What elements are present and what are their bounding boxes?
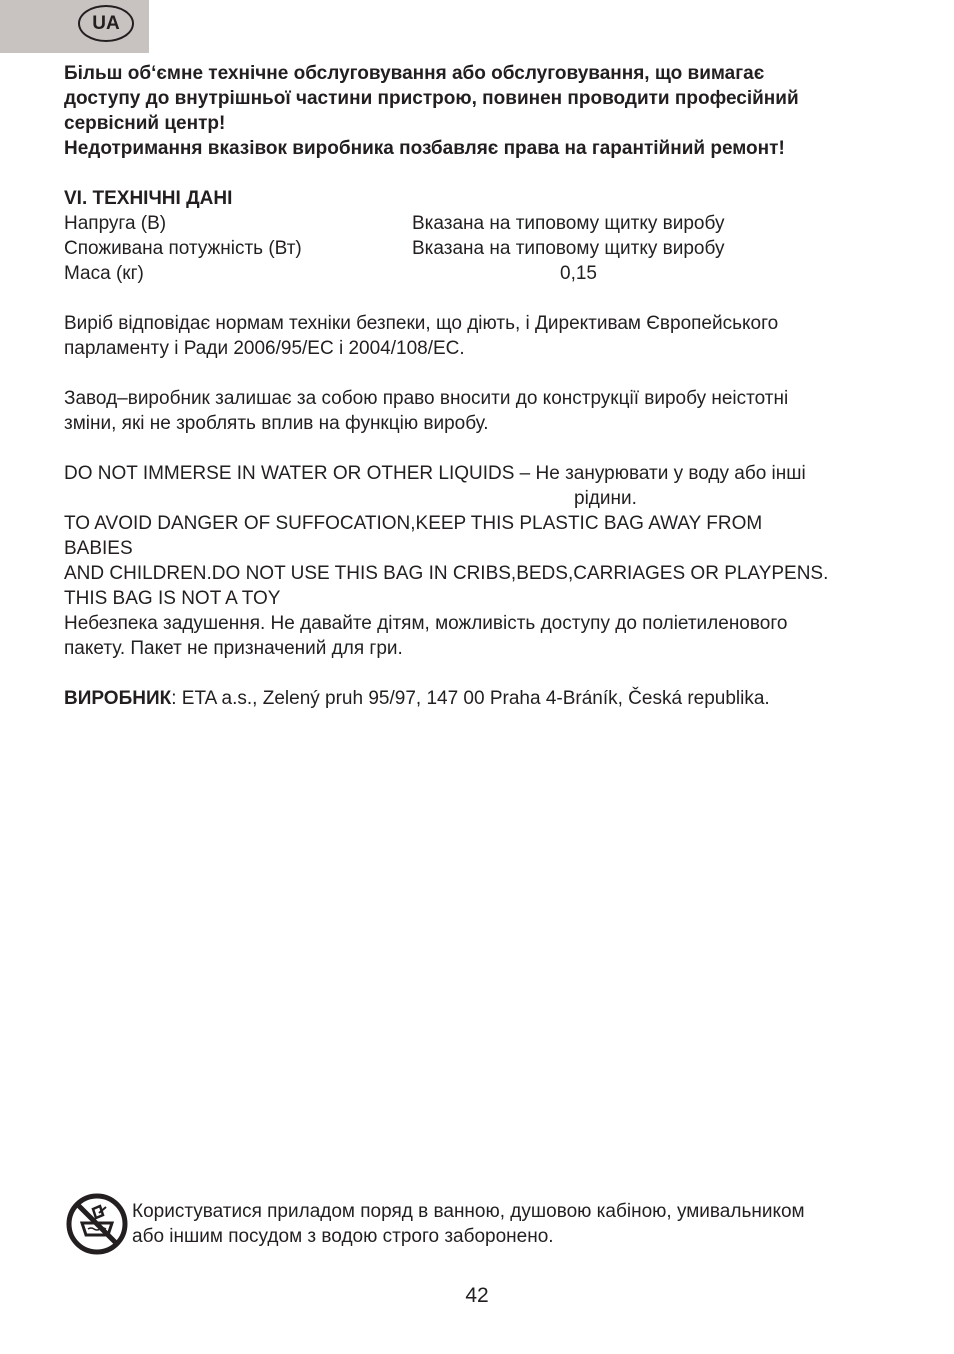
language-tab (0, 0, 149, 53)
bag-warning-line: AND CHILDREN.DO NOT USE THIS BAG IN CRIBS,BEDS,CARRIAGES OR PLAYPENS. (64, 563, 829, 584)
compliance-text: парламенту і Ради 2006/95/ЕС і 2004/108/ЕС. (64, 338, 465, 359)
bag-warning-line: BABIES (64, 538, 133, 559)
page-number: 42 (465, 1284, 489, 1307)
manufacturer-label: ВИРОБНИК (64, 688, 172, 709)
spec-label: Маса (кг) (64, 263, 144, 284)
manufacturer-info (64, 686, 904, 711)
bathroom-warning-line: Користуватися приладом поряд в ванною, душовою кабіною, умивальником (132, 1201, 805, 1222)
no-water-use-icon (66, 1193, 128, 1255)
bathroom-warning-line: або іншим посудом з водою строго заборонено. (132, 1226, 554, 1247)
bag-warning-line: TO AVOID DANGER OF SUFFOCATION,KEEP THIS PLASTIC BAG AWAY FROM (64, 513, 763, 534)
spec-value: Вказана на типовому щитку виробу (412, 213, 725, 234)
spec-label: Напруга (В) (64, 213, 167, 234)
spec-row-power (64, 236, 904, 261)
bag-warning-line: THIS BAG IS NOT A TOY (64, 588, 281, 609)
service-warning-line: доступу до внутрішньої частини пристрою, повинен проводити професійний (64, 88, 799, 109)
spec-label: Споживана потужність (Вт) (64, 238, 302, 259)
spec-value: 0,15 (560, 263, 597, 284)
bathroom-warning (66, 1193, 886, 1257)
warranty-warning: Недотримання вказівок виробника позбавляє права на гарантійний ремонт! (64, 138, 785, 159)
immersion-warning: DO NOT IMMERSE IN WATER OR OTHER LIQUIDS – Не занурювати у воду або інші (64, 463, 806, 484)
bathroom-warning-text (132, 1199, 892, 1249)
language-badge: UA (78, 5, 134, 42)
document-body (64, 61, 904, 711)
modifications-text: Завод–виробник залишає за собою право вносити до конструкції виробу неістотні (64, 388, 789, 409)
spec-value: Вказана на типовому щитку виробу (412, 238, 725, 259)
bag-warning-line: Небезпека задушення. Не давайте дітям, можливість доступу до поліетиленового (64, 613, 788, 634)
immersion-warning: рідини. (574, 488, 637, 509)
manufacturer-address: : ETA a.s., Zelený pruh 95/97, 147 00 Praha 4-Bráník, Česká republika. (171, 688, 770, 709)
spec-row-mass (64, 261, 904, 286)
service-warning-line: сервісний центр! (64, 113, 226, 134)
bag-warning-line: пакету. Пакет не призначений для гри. (64, 638, 403, 659)
modifications-text: зміни, які не зроблять вплив на функцію виробу. (64, 413, 489, 434)
service-warning-line: Більш об‘ємне технічне обслуговування або обслуговування, що вимагає (64, 63, 765, 84)
technical-data-heading: VI. ТЕХНІЧНІ ДАНІ (64, 188, 233, 209)
compliance-text: Виріб відповідає нормам техніки безпеки, що діють, і Директивам Європейського (64, 313, 779, 334)
spec-row-voltage (64, 211, 904, 236)
